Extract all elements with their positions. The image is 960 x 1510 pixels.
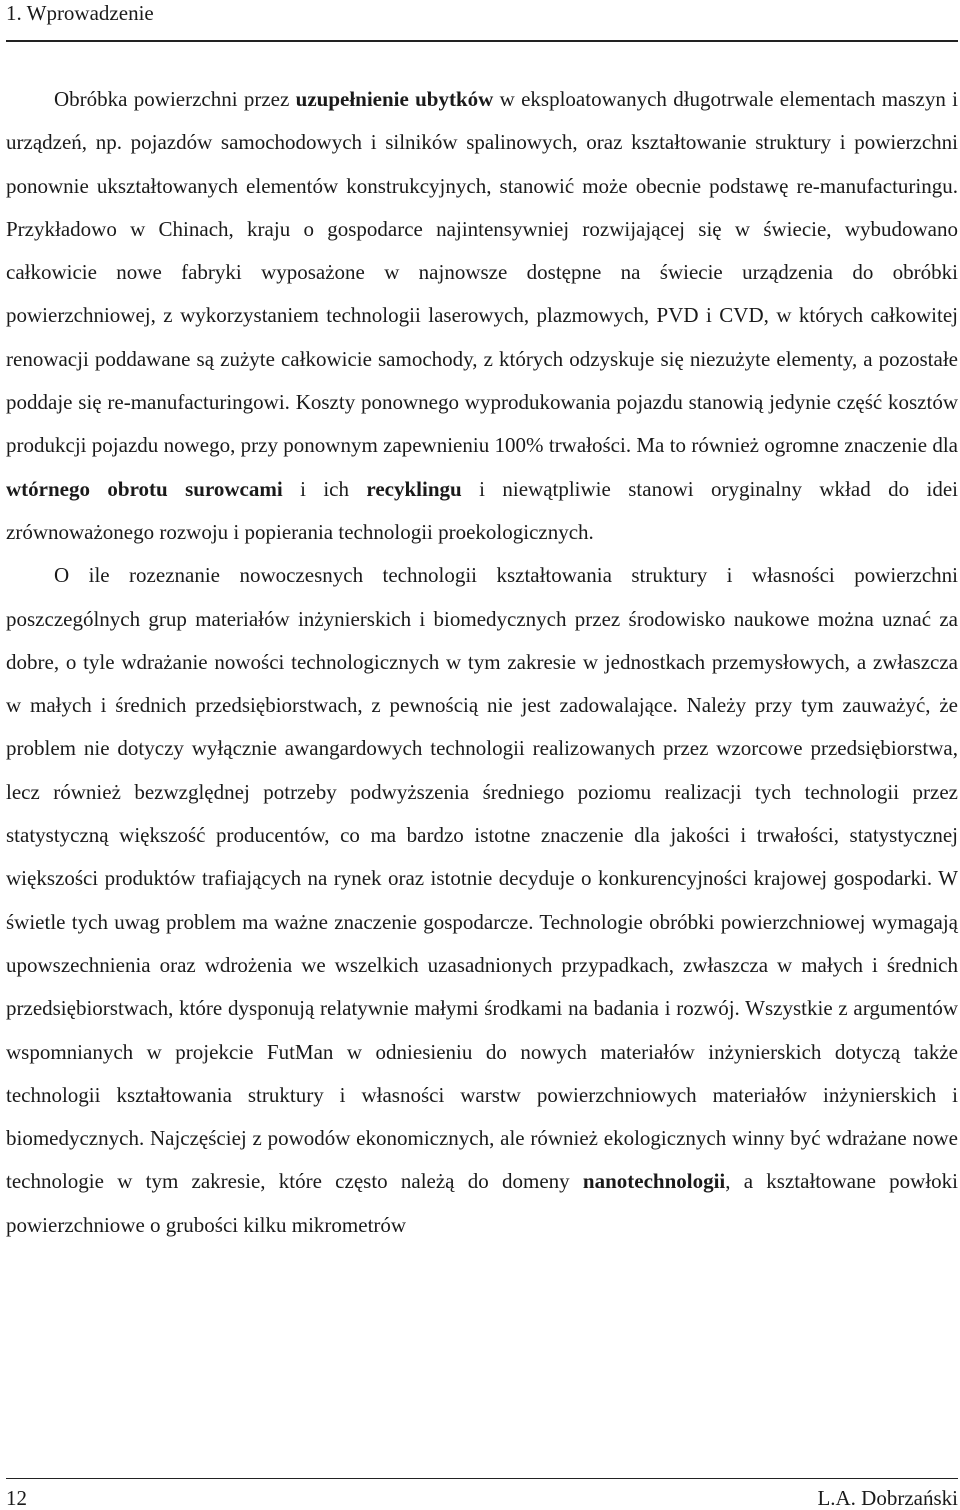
header-divider xyxy=(6,40,958,42)
running-header xyxy=(6,0,958,40)
paragraph-2 xyxy=(6,554,958,1247)
author-name: L.A. Dobrzański xyxy=(817,1486,958,1510)
paragraph-1-text-2: w eksploatowanych długotrwale elementach maszyn i urządzeń, np. pojazdów samochodowych i silników spalinowych, oraz kształtowanie struktury i powierzchni ponownie ukształtowanych elementów konstrukcyjnych, stanowić może obecnie podstawę re-manufacturingu. Przykładowo w Chinach, kraju o gospodarce najintensywniej rozwijającej się w świecie, wybudowano całkowicie nowe fabryki wyposażone w najnowsze dostępne na świecie urządzenia do obróbki powierzchniowej, z wykorzystaniem technologii laserowych, plazmowych, PVD i CVD, w których całkowitej renowacji poddawane są zużyte całkowicie samochody, z których odzyskuje się niezużyte elementy, a pozostałe poddaje się re-manufacturingowi. Koszty ponownego wyprodukowania pojazdu stanowią jedynie część kosztów produkcji pojazdu nowego, przy ponownym zapewnieniu 100% trwałości. Ma to również ogromne znaczenie dla xyxy=(6,87,958,458)
page-number: 12 xyxy=(6,1486,27,1510)
paragraph-1-text-4: i niewątpliwie stanowi oryginalny wkład do idei zrównoważonego rozwoju i popierania technologii proekologicznych. xyxy=(6,476,958,544)
paragraph-2-text-2: , a kształtowane powłoki powierzchniowe o grubości kilku mikrometrów xyxy=(6,1169,958,1237)
main-text xyxy=(6,78,958,1247)
paragraph-1 xyxy=(6,78,958,554)
paragraph-1-text-3: i ich xyxy=(282,476,367,501)
emphasis-uzupelnienie-ubytkow: uzupełnienie ubytków xyxy=(295,87,494,111)
paragraph-1-text-1: Obróbka powierzchni przez xyxy=(54,87,296,111)
emphasis-nanotechnologii: nanotechnologii xyxy=(582,1169,726,1194)
emphasis-recyklingu: recyklingu xyxy=(366,476,462,501)
chapter-title: 1. Wprowadzenie xyxy=(6,1,154,25)
footer-divider xyxy=(6,1478,958,1479)
emphasis-wtornego-obrotu: wtórnego obrotu surowcami xyxy=(6,476,283,501)
paragraph-2-text-1: O ile rozeznanie nowoczesnych technologii kształtowania struktury i własności powierzchni poszczególnych grup materiałów inżynierskich i biomedycznych przez środowisko naukowe można uznać za dobre, o tyle wdrażanie nowości technologicznych w tym zakresie w jednostkach przemysłowych, a zwłaszcza w małych i średnich przedsiębiorstwach, z pewnością nie jest zadowalające. Należy przy tym zauważyć, że problem nie dotyczy wyłącznie awangardowych technologii realizowanych przez wzorcowe przedsiębiorstwa, lecz również bezwzględnej potrzeby podwyższenia średniego poziomu realizacji tych technologii przez statystyczną większość producentów, co ma bardzo istotne znaczenie dla jakości i trwałości, statystycznej większości produktów trafiających na rynek oraz istotnie decyduje o konkurencyjności krajowej gospodarki. W świetle tych uwag problem ma ważne znaczenie gospodarcze. Technologie obróbki powierzchniowej wymagają upowszechnienia oraz wdrożenia we wszelkich uzasadnionych przypadkach, zwłaszcza w małych i średnich przedsiębiorstwach, które dysponują relatywnie małymi środkami na badania i rozwój. Wszystkie z argumentów wspomnianych w projekcie FutMan w odniesieniu do nowych materiałów inżynierskich dotyczą także technologii kształtowania struktury i własności warstw powierzchniowych materiałów inżynierskich i biomedycznych. Najczęściej z powodów ekonomicznych, ale również ekologicznych winny być wdrażane nowe technologie w tym zakresie, które często należą do domeny xyxy=(6,563,958,1194)
